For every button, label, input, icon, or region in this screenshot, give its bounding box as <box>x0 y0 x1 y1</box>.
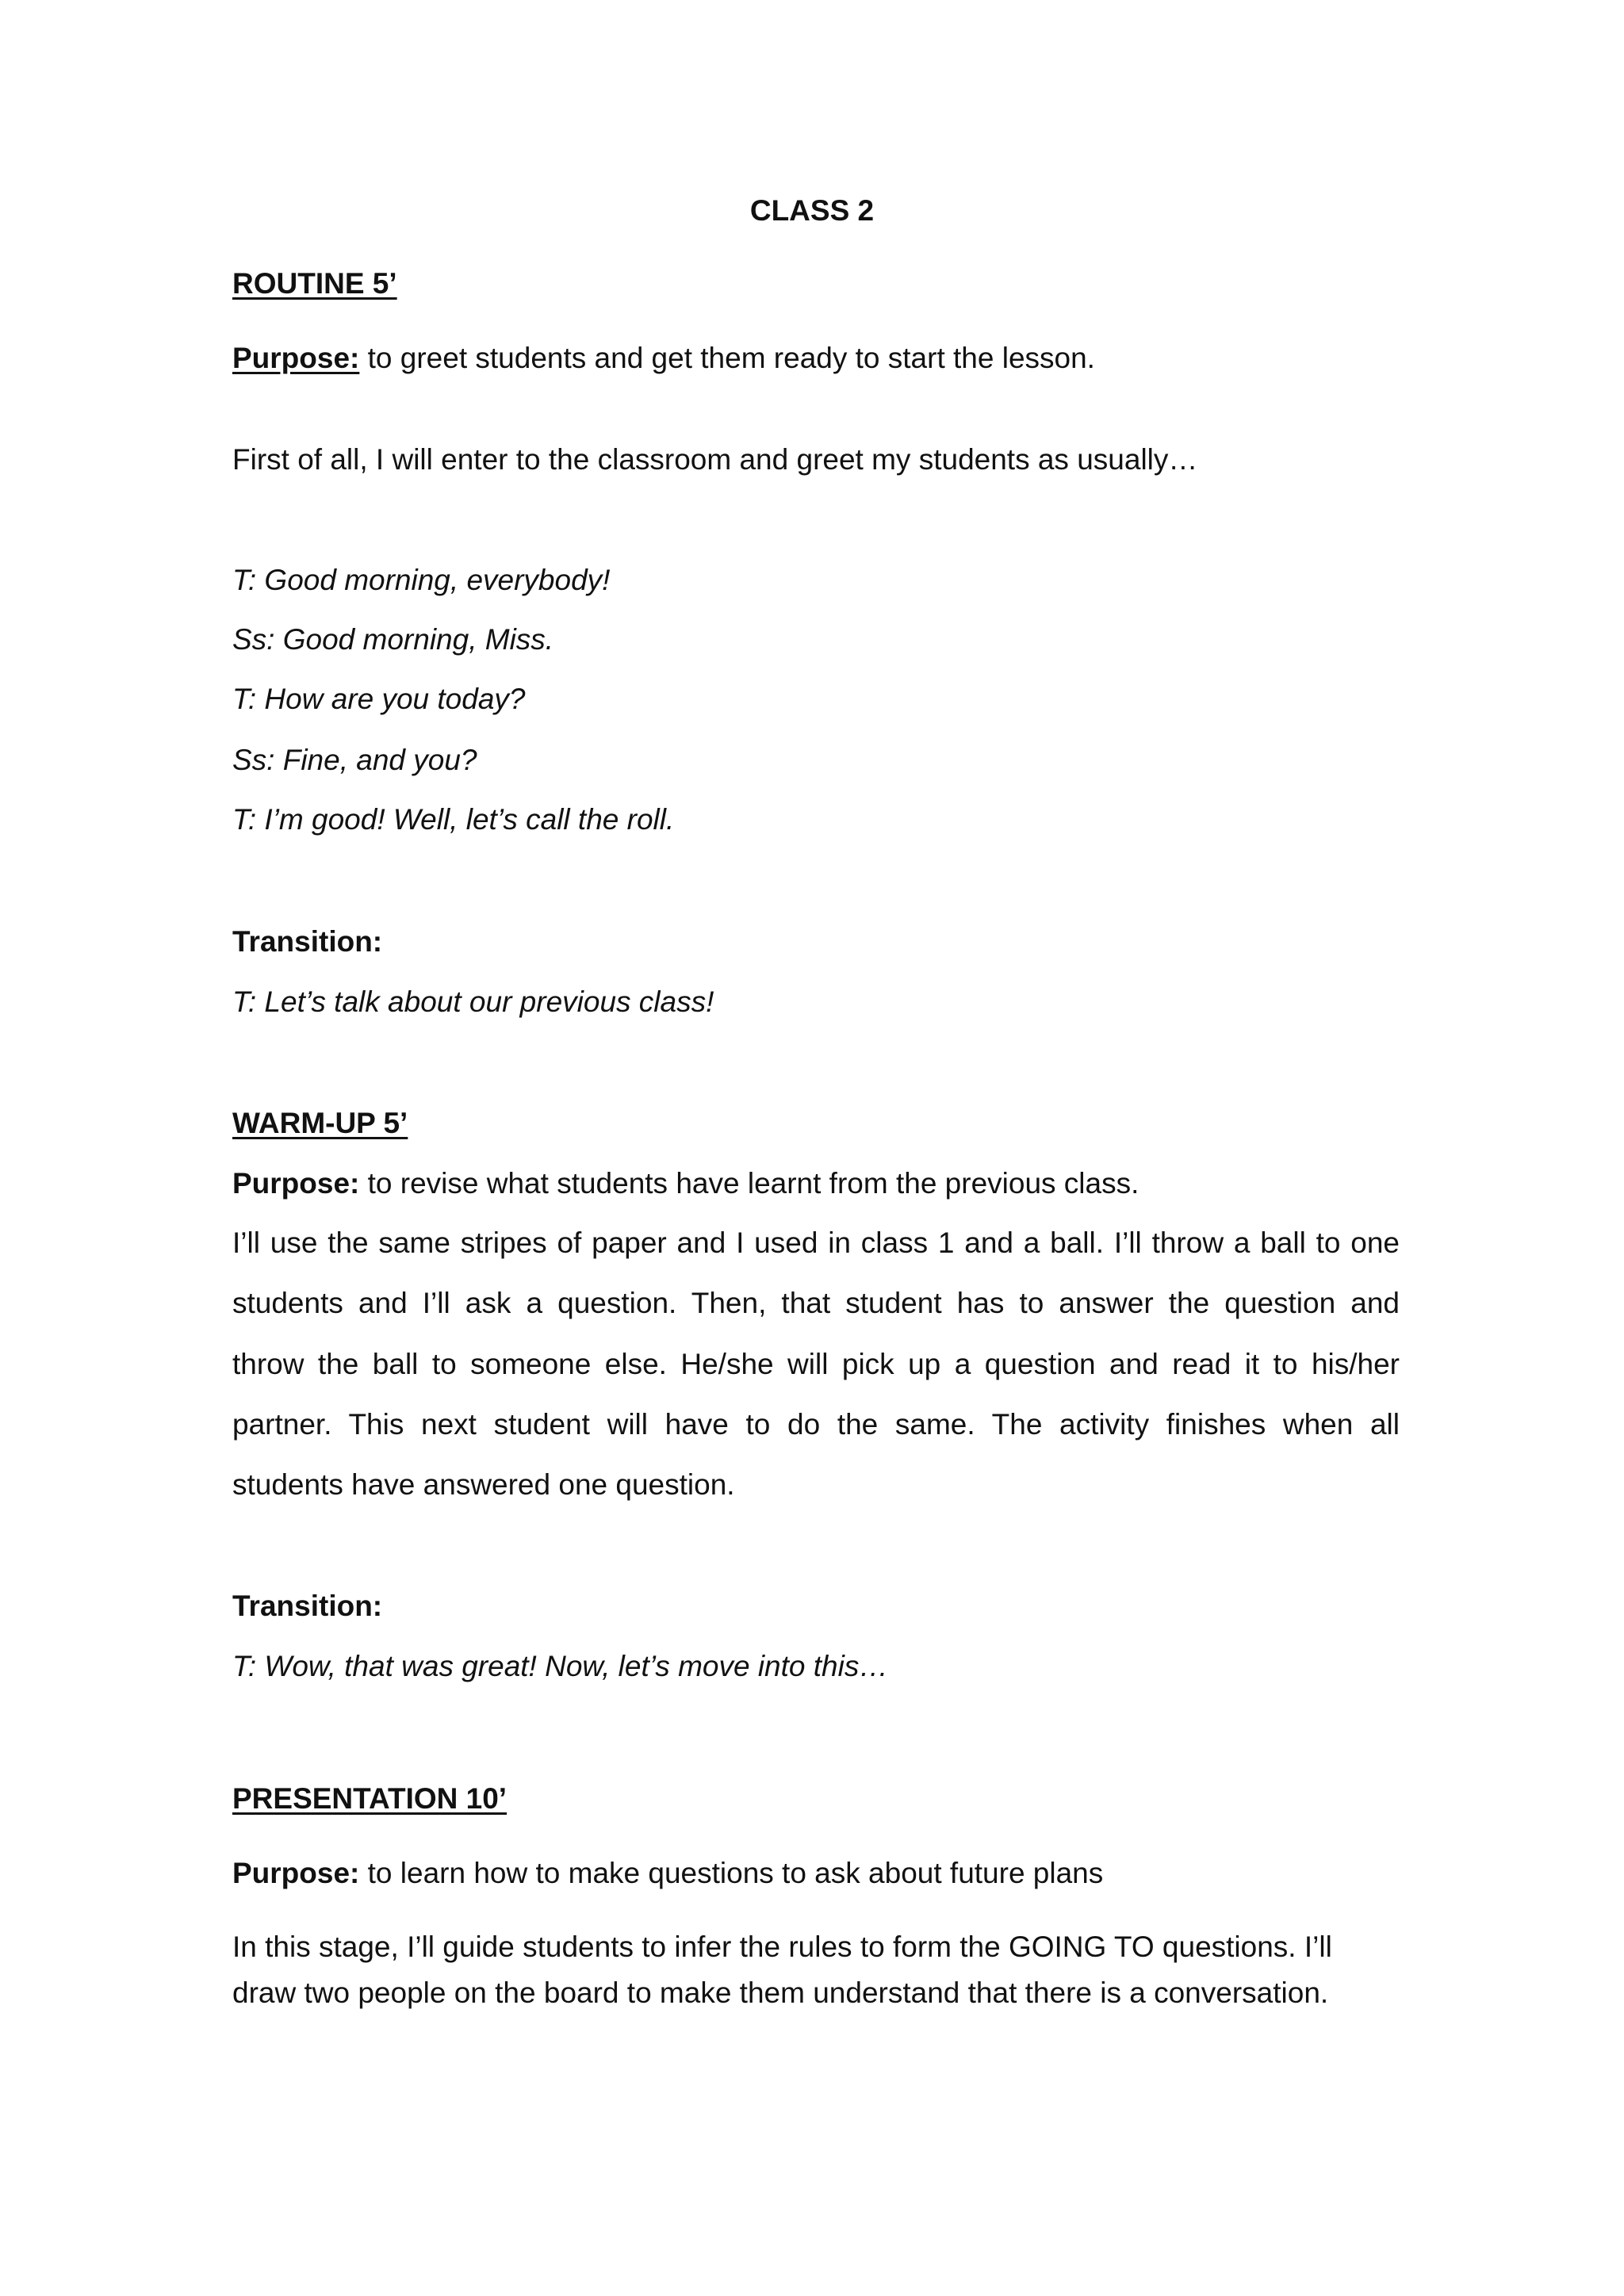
warmup-heading: WARM-UP 5’ <box>232 1107 408 1139</box>
dialogue-line: T: I’m good! Well, let’s call the roll. <box>232 803 675 836</box>
routine-purpose-text: to greet students and get them ready to start the lesson. <box>359 342 1095 374</box>
warmup-purpose-label: Purpose: <box>232 1167 360 1200</box>
warmup-body-line: students have answered one question. <box>232 1468 735 1501</box>
routine-transition-text: T: Let’s talk about our previous class! <box>232 985 714 1018</box>
warmup-transition-label: Transition: <box>232 1590 383 1622</box>
routine-heading: ROUTINE 5’ <box>232 267 397 300</box>
dialogue-line: T: Good morning, everybody! <box>232 564 611 596</box>
routine-purpose-label: Purpose: <box>232 342 360 374</box>
routine-purpose <box>232 341 1095 376</box>
warmup-transition-text: T: Wow, that was great! Now, let’s move into this… <box>232 1650 889 1682</box>
warmup-purpose-text: to revise what students have learnt from the previous class. <box>359 1167 1139 1200</box>
page-title: CLASS 2 <box>749 194 875 227</box>
warmup-purpose <box>232 1166 1139 1201</box>
presentation-purpose-label: Purpose: <box>232 1857 360 1889</box>
dialogue-line: T: How are you today? <box>232 683 526 715</box>
presentation-purpose-text: to learn how to make questions to ask about future plans <box>359 1857 1104 1889</box>
presentation-purpose <box>232 1856 1103 1891</box>
dialogue-line: Ss: Good morning, Miss. <box>232 623 554 656</box>
warmup-body-line: I’ll use the same stripes of paper and I used in class 1 and a ball. I’ll throw a ball to one <box>232 1226 1400 1259</box>
presentation-body-line: draw two people on the board to make them understand that there is a conversation. <box>232 1976 1329 2009</box>
warmup-body-line: throw the ball to someone else. He/she will pick up a question and read it to his/her <box>232 1348 1400 1380</box>
presentation-heading: PRESENTATION 10’ <box>232 1782 508 1815</box>
presentation-body-line: In this stage, I’ll guide students to infer the rules to form the GOING TO questions. I’ll <box>232 1931 1332 1963</box>
warmup-body-line: students and I’ll ask a question. Then, that student has to answer the question and <box>232 1287 1400 1319</box>
dialogue-line: Ss: Fine, and you? <box>232 744 477 776</box>
routine-intro: First of all, I will enter to the classroom and greet my students as usually… <box>232 443 1198 476</box>
warmup-body-line: partner. This next student will have to do the same. The activity finishes when all <box>232 1408 1400 1441</box>
routine-transition-label: Transition: <box>232 925 383 958</box>
